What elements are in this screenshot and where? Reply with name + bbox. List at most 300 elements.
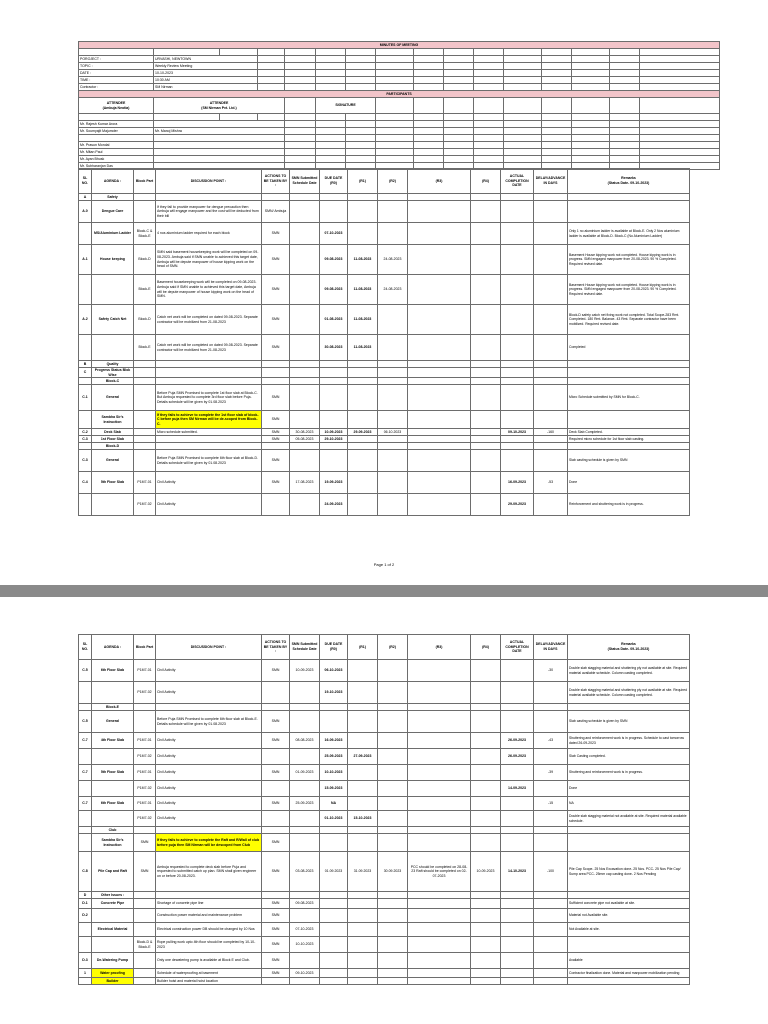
cell-delay: [534, 411, 568, 429]
cell-r4: [471, 765, 501, 781]
table-row: [79, 704, 690, 711]
info-cell: [474, 135, 504, 142]
cell-block: [134, 899, 156, 909]
cell-sl: A: [79, 194, 92, 201]
cell-r3: [408, 201, 471, 223]
cell-disc: Only one dewatering pump is available at Block E and Club.: [156, 953, 262, 969]
cell-remarks: [568, 834, 690, 852]
cell-delay: -160: [534, 429, 568, 436]
cell-disc: Civil Activity: [156, 781, 262, 797]
cell-remarks: [568, 704, 690, 711]
cell-due: [320, 953, 348, 969]
info-row: [79, 114, 720, 121]
cell-disc: Civil Activity: [156, 472, 262, 494]
cell-r2: 24-08-2023: [378, 245, 408, 275]
cell-r3: [408, 969, 471, 978]
info-cell: [572, 63, 610, 70]
table-row: [79, 797, 690, 811]
cell-r1: [348, 436, 378, 443]
info-cell: [220, 114, 258, 121]
cell-delay: [534, 749, 568, 765]
cell-r2: [378, 711, 408, 733]
info-cell: [572, 49, 610, 56]
cell-remarks: Material not Available site.: [568, 909, 690, 923]
info-cell: [610, 135, 640, 142]
cell-actual: [501, 194, 534, 201]
time-value: 10:30 AM: [154, 77, 258, 84]
cell-r1: [348, 781, 378, 797]
cell-smn: [290, 682, 320, 704]
info-cell: [258, 77, 285, 84]
cell-due: 06-10-2023: [320, 660, 348, 682]
cell-remarks: [568, 368, 690, 378]
cell-remarks: [568, 201, 690, 223]
cell-r2: [378, 411, 408, 429]
info-cell: [346, 84, 376, 91]
cell-block: Block-D & Block-E: [134, 937, 156, 953]
cell-sl: C.8: [79, 852, 92, 892]
cell-disc: [156, 378, 262, 385]
cell-r1: 11-08-2023: [348, 275, 378, 305]
cell-agenda: 1st Floor Slab: [92, 436, 134, 443]
cell-r1: [348, 201, 378, 223]
info-cell: [376, 70, 414, 77]
table-row: [79, 450, 690, 472]
info-cell: [572, 56, 610, 63]
cell-due: [320, 834, 348, 852]
cell-r3: [408, 834, 471, 852]
cell-remarks: [568, 361, 690, 368]
page-footer: Page 1 of 2: [373, 562, 395, 567]
info-cell: [572, 84, 610, 91]
cell-remarks: Done: [568, 781, 690, 797]
cell-disc: If they fails to achieve to complete the 1st floor slab of block-C before puja then SM Nirman will be de-scoped from Block-C.: [156, 411, 262, 429]
cell-r2: [378, 368, 408, 378]
info-cell: [285, 156, 316, 163]
table-row: [79, 749, 690, 765]
col-smn-date: SMN Submitted Schedule Date: [290, 635, 320, 660]
cell-disc: Basement housekeeping work will be completed on 09-08-2023. Ambuja said if SMN unable to achieved this target date, Ambuja will be depute manpower of house kipping work on the head of SMN.: [156, 275, 262, 305]
cell-r1: 29-09-2023: [348, 429, 378, 436]
cell-act: SMN: [262, 733, 290, 749]
cell-smn: 03-08-2023: [290, 852, 320, 892]
col-r4: (R4): [471, 169, 501, 194]
info-cell: [504, 156, 542, 163]
cell-actual: 16-09-2023: [501, 472, 534, 494]
cell-due: 09-08-2023: [320, 275, 348, 305]
cell-remarks: Slab casting schedule is given by SMN: [568, 450, 690, 472]
info-cell: [285, 128, 316, 135]
cell-smn: [290, 305, 320, 335]
cell-block: [134, 711, 156, 733]
cell-sl: [79, 275, 92, 305]
col-sl: SL NO.: [79, 169, 92, 194]
table-row: [79, 494, 690, 516]
cell-due: 29-10-2023: [320, 436, 348, 443]
col-r2: (R2): [378, 169, 408, 194]
info-cell: [346, 77, 376, 84]
info-cell: [444, 49, 474, 56]
cell-sl: C.7: [79, 733, 92, 749]
cell-act: [262, 194, 290, 201]
cell-r1: [348, 472, 378, 494]
cell-agenda: [92, 494, 134, 516]
cell-remarks: Pile Cap Scope- 25 Nos Excavation done- 25 Nos. PCC- 25 Nos Pile Cap/ Sump area PCC- 25mm cap casting done- 2 Nos Pending: [568, 852, 690, 892]
cell-block: Block-D: [134, 305, 156, 335]
cell-r4: [471, 472, 501, 494]
cell-r3: [408, 361, 471, 368]
cell-r4: [471, 797, 501, 811]
cell-r4: [471, 749, 501, 765]
cell-smn: 17-08-2023: [290, 472, 320, 494]
info-cell: [346, 135, 376, 142]
cell-agenda: 4th Floor Slab: [92, 733, 134, 749]
cell-sl: [79, 223, 92, 245]
cell-act: SMN: [262, 765, 290, 781]
col-smn-date: SMN Submitted Schedule Date: [290, 169, 320, 194]
info-cell: [610, 121, 640, 128]
info-cell: [640, 56, 720, 63]
cell-agenda: Block-D: [92, 443, 134, 450]
cell-act: [262, 494, 290, 516]
cell-due: 19-10-2023: [320, 682, 348, 704]
table-row: [79, 411, 690, 429]
info-cell: [572, 156, 610, 163]
cell-r4: [471, 305, 501, 335]
info-cell: [444, 142, 474, 149]
info-cell: [640, 84, 720, 91]
cell-act: SMN: [262, 275, 290, 305]
cell-remarks: [568, 827, 690, 834]
cell-actual: [501, 797, 534, 811]
agenda-table-page-1: [78, 168, 690, 516]
cell-delay: [534, 436, 568, 443]
cell-r1: [348, 969, 378, 978]
col-block: Block Part: [134, 169, 156, 194]
info-cell: [610, 114, 640, 121]
info-cell: [79, 114, 154, 121]
cell-r2: [378, 201, 408, 223]
col-discussion: DISCUSSION POINT :: [156, 169, 262, 194]
cell-remarks: [568, 378, 690, 385]
cell-smn: [290, 223, 320, 245]
cell-remarks: Not Available at site.: [568, 923, 690, 937]
cell-act: [262, 749, 290, 765]
cell-due: 07-10-2023: [320, 223, 348, 245]
cell-act: [262, 811, 290, 827]
cell-delay: [534, 378, 568, 385]
info-cell: [414, 128, 444, 135]
cell-r1: 31.09.2023: [348, 852, 378, 892]
cell-block: [134, 978, 156, 985]
cell-due: [320, 892, 348, 899]
cell-smn: [290, 781, 320, 797]
table-row: [79, 335, 690, 361]
cell-agenda: Pile Cap and Raft: [92, 852, 134, 892]
info-cell: [376, 128, 414, 135]
attendee-a-name: Mr. Subharanjan Das: [79, 163, 154, 170]
table-row: [79, 899, 690, 909]
cell-r3: [408, 494, 471, 516]
cell-delay: [534, 899, 568, 909]
info-cell: [572, 121, 610, 128]
cell-r2: [378, 834, 408, 852]
info-cell: [640, 149, 720, 156]
cell-act: SMN: [262, 937, 290, 953]
info-cell: [610, 56, 640, 63]
info-cell: [504, 128, 542, 135]
cell-actual: [501, 953, 534, 969]
cell-r4: [471, 978, 501, 985]
cell-sl: D.3: [79, 953, 92, 969]
info-cell: [316, 56, 346, 63]
cell-r4: [471, 450, 501, 472]
cell-r3: [408, 892, 471, 899]
cell-remarks: Contractor finalization done. Material and manpower mobilization pending: [568, 969, 690, 978]
cell-delay: [534, 335, 568, 361]
cell-actual: [501, 450, 534, 472]
cell-r3: [408, 275, 471, 305]
info-cell: [346, 56, 376, 63]
info-cell: [474, 70, 504, 77]
info-cell: [376, 156, 414, 163]
cell-r4: [471, 937, 501, 953]
cell-r4: [471, 953, 501, 969]
attendee-a-name: Mr. Mitan Paul: [79, 149, 154, 156]
cell-r2: 24-08-2023: [378, 275, 408, 305]
info-cell: [504, 142, 542, 149]
info-cell: [640, 121, 720, 128]
cell-due: [320, 978, 348, 985]
cell-r1: [348, 704, 378, 711]
cell-act: SMN: [262, 909, 290, 923]
cell-r1: [348, 660, 378, 682]
cell-smn: 10-10-2023: [290, 937, 320, 953]
cell-r2: [378, 494, 408, 516]
info-cell: [376, 135, 414, 142]
cell-r2: [378, 765, 408, 781]
info-cell: [542, 121, 572, 128]
cell-r3: [408, 385, 471, 411]
cell-act: SMN: [262, 660, 290, 682]
cell-r4: [471, 368, 501, 378]
info-cell: [610, 149, 640, 156]
cell-r4: [471, 275, 501, 305]
table-row: [79, 852, 690, 892]
cell-delay: [534, 978, 568, 985]
cell-r2: [378, 436, 408, 443]
cell-r1: [348, 765, 378, 781]
cell-disc: Electrical construction power DB should be changed by 10 Nos: [156, 923, 262, 937]
cell-block: P1M7-02: [134, 682, 156, 704]
info-row: [79, 42, 720, 49]
info-cell: [316, 84, 346, 91]
cell-remarks: Completed: [568, 335, 690, 361]
info-cell: [316, 142, 346, 149]
info-cell: [376, 49, 414, 56]
cell-act: SMN: [262, 852, 290, 892]
cell-delay: -53: [534, 472, 568, 494]
cell-disc: Rope pulling work upto 4th floor should be completed by 10-10-2023: [156, 937, 262, 953]
cell-r2: [378, 827, 408, 834]
col-actions: ACTIONS TO BE TAKEN BY :: [262, 635, 290, 660]
attendee-a-name: Mr. Ayan Bhusk: [79, 156, 154, 163]
table-row: [79, 201, 690, 223]
cell-delay: [534, 937, 568, 953]
document-page-2: [0, 597, 768, 1024]
cell-smn: [290, 378, 320, 385]
cell-block: SMN: [134, 834, 156, 852]
cell-sl: [79, 923, 92, 937]
cell-disc: Civil Activity: [156, 765, 262, 781]
attendee-a-name: [79, 135, 154, 142]
cell-sl: A.2: [79, 305, 92, 335]
cell-disc: If they fails to achieve to complete the Raft and R/Wall of club before puja then SM Nirman will be descoped from Club: [156, 834, 262, 852]
col-sl: SL NO.: [79, 635, 92, 660]
col-r1: (R1): [348, 169, 378, 194]
cell-block: [134, 923, 156, 937]
cell-agenda: General: [92, 711, 134, 733]
cell-disc: Civil Activity: [156, 749, 262, 765]
cell-r4: [471, 429, 501, 436]
date-value: 10-10-2023: [154, 70, 258, 77]
info-cell: [504, 49, 542, 56]
cell-remarks: Required micro schedule for 1st floor slab casting.: [568, 436, 690, 443]
cell-remarks: NA: [568, 797, 690, 811]
cell-actual: [501, 899, 534, 909]
cell-smn: [290, 704, 320, 711]
cell-agenda: Deck Slab: [92, 429, 134, 436]
cell-actual: [501, 201, 534, 223]
cell-smn: [290, 909, 320, 923]
info-cell: [285, 63, 316, 70]
info-cell: [504, 121, 542, 128]
cell-due: [320, 969, 348, 978]
attendee-header-row: [79, 98, 720, 114]
cell-smn: 30-08-2023: [290, 429, 320, 436]
info-row: [79, 135, 720, 142]
table-row: [79, 361, 690, 368]
info-row: [79, 91, 720, 98]
table-row: [79, 892, 690, 899]
cell-due: [320, 194, 348, 201]
contractor-value: SM Nirman: [154, 84, 258, 91]
cell-delay: [534, 969, 568, 978]
info-cell: [258, 49, 285, 56]
cell-remarks: Double slab stagging material and shuttering ply not available at site. Required material available schedule. Column casting completed.: [568, 660, 690, 682]
info-row: [79, 121, 720, 128]
info-row: [79, 84, 720, 91]
info-cell: [444, 77, 474, 84]
cell-r3: [408, 335, 471, 361]
cell-delay: [534, 223, 568, 245]
info-cell: [504, 77, 542, 84]
cell-smn: [290, 443, 320, 450]
cell-remarks: Shuttering and reinforcement work is in progress.: [568, 765, 690, 781]
cell-delay: [534, 494, 568, 516]
blank-cell: [444, 98, 474, 114]
cell-agenda: [92, 682, 134, 704]
table-row: [79, 733, 690, 749]
info-cell: [504, 135, 542, 142]
cell-disc: Shortage of concrete pipe line: [156, 899, 262, 909]
cell-due: [320, 361, 348, 368]
attendee-a-name: Mr. Rajesh Kumar Arora: [79, 121, 154, 128]
cell-agenda: Block-E: [92, 704, 134, 711]
info-cell: [285, 149, 316, 156]
cell-block: Block-D: [134, 245, 156, 275]
cell-sl: B: [79, 361, 92, 368]
cell-r2: [378, 909, 408, 923]
cell-actual: [501, 978, 534, 985]
cell-due: [320, 711, 348, 733]
cell-due: 01-08-2023: [320, 305, 348, 335]
table-row: [79, 969, 690, 978]
cell-sl: C.4: [79, 472, 92, 494]
cell-r2: [378, 305, 408, 335]
cell-r3: [408, 899, 471, 909]
cell-block: [134, 704, 156, 711]
col-due: DUE DATE (R0): [320, 635, 348, 660]
cell-agenda: [92, 749, 134, 765]
cell-r1: [348, 361, 378, 368]
cell-r3: [408, 909, 471, 923]
cell-due: [320, 368, 348, 378]
cell-due: 30-08-2023: [320, 335, 348, 361]
cell-r2: [378, 733, 408, 749]
contractor-label: Contractor :: [79, 84, 154, 91]
cell-disc: Construction power material and maintenance problem: [156, 909, 262, 923]
cell-remarks: Reinforcement and shuttering work is in progress.: [568, 494, 690, 516]
info-cell: [444, 84, 474, 91]
info-cell: [444, 114, 474, 121]
blank-cell: [376, 98, 414, 114]
cell-actual: [501, 909, 534, 923]
cell-agenda: Water proofing: [92, 969, 134, 978]
info-cell: [154, 114, 220, 121]
cell-r2: 30.09.2023: [378, 852, 408, 892]
info-cell: [640, 77, 720, 84]
info-cell: [572, 114, 610, 121]
info-cell: [346, 114, 376, 121]
cell-delay: [534, 781, 568, 797]
cell-r1: [348, 711, 378, 733]
info-cell: [542, 149, 572, 156]
cell-agenda: 6th Floor Slab: [92, 660, 134, 682]
cell-actual: [501, 827, 534, 834]
project-value: URVASHI, NEWTOWN: [154, 56, 258, 63]
cell-actual: [501, 711, 534, 733]
table-row: [79, 436, 690, 443]
info-cell: [316, 63, 346, 70]
info-cell: [414, 49, 444, 56]
table-row: [79, 472, 690, 494]
cell-delay: [534, 275, 568, 305]
cell-smn: [290, 201, 320, 223]
info-cell: [376, 77, 414, 84]
cell-sl: C.5: [79, 711, 92, 733]
cell-r4: [471, 201, 501, 223]
cell-r2: [378, 450, 408, 472]
cell-r4: [471, 245, 501, 275]
cell-block: P1M7-01: [134, 472, 156, 494]
info-cell: [474, 156, 504, 163]
cell-act: SMN: [262, 711, 290, 733]
cell-disc: Civil Activity: [156, 494, 262, 516]
cell-smn: [290, 978, 320, 985]
cell-smn: [290, 711, 320, 733]
info-cell: [316, 128, 346, 135]
